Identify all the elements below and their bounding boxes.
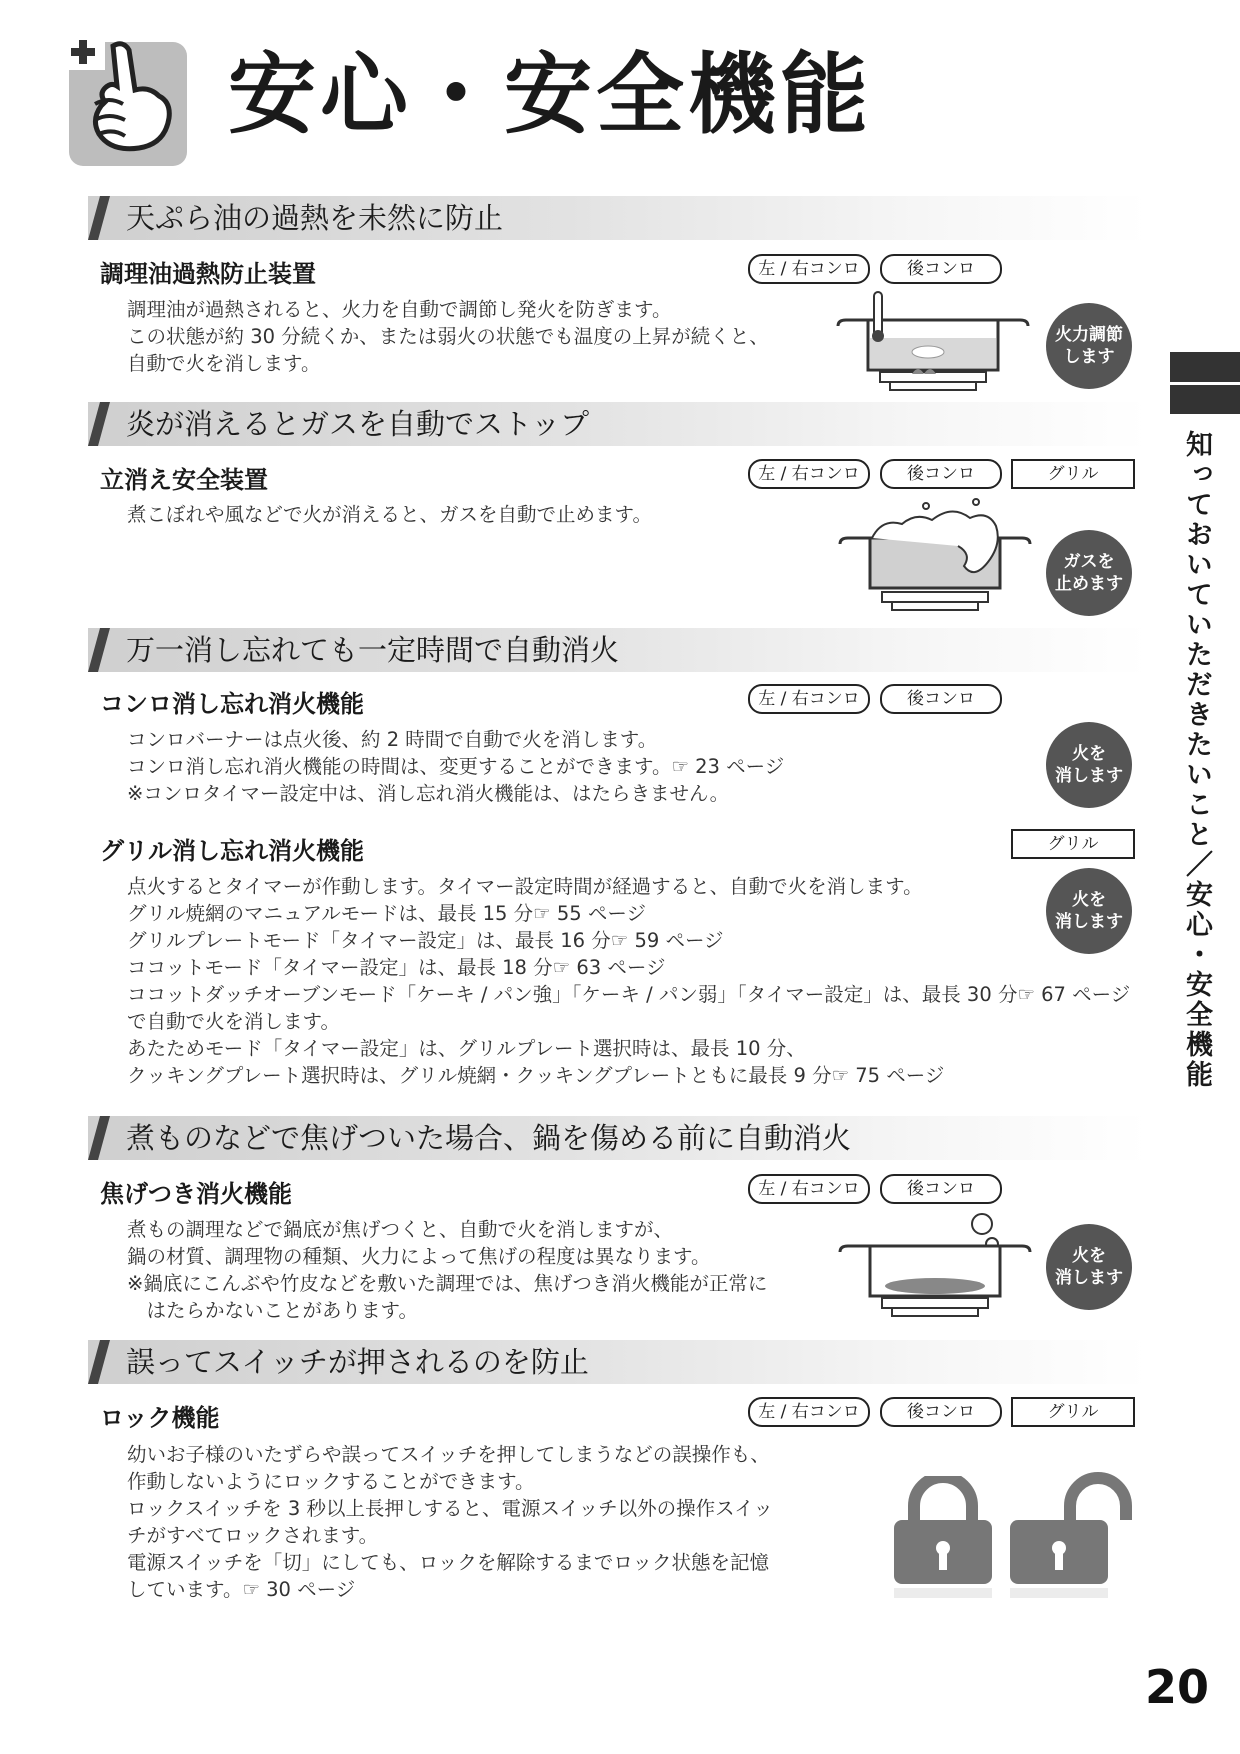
body-line: チがすべてロックされます。 <box>127 1524 379 1547</box>
status-badge: 火を 消します <box>1046 868 1132 954</box>
body-line: グリル焼網のマニュアルモードは、最長 15 分☞ 55 ページ <box>127 902 646 925</box>
section-heading: 煮ものなどで焦げついた場合、鍋を傷める前に自動消火 <box>126 1121 852 1155</box>
section-heading: 誤ってスイッチが押されるのを防止 <box>126 1345 589 1379</box>
section-banner <box>88 196 1148 240</box>
section-banner <box>88 1340 1148 1384</box>
body-line: ココットモード「タイマー設定」は、最長 18 分☞ 63 ページ <box>127 956 666 979</box>
body-line: ロックスイッチを 3 秒以上長押しすると、電源スイッチ以外の操作スイッ <box>127 1497 773 1520</box>
label-grill: グリル <box>1011 459 1135 489</box>
body-line: で自動で火を消します。 <box>127 1010 340 1033</box>
slash-icon <box>88 1116 110 1160</box>
label-rear-burner: 後コンロ <box>880 1174 1002 1204</box>
label-left-right-burner: 左 / 右コンロ <box>748 1397 870 1427</box>
label-rear-burner: 後コンロ <box>880 1397 1002 1427</box>
slash-icon <box>88 1340 110 1384</box>
body-line: クッキングプレート選択時は、グリル焼網・クッキングプレートともに最長 9 分☞ 75 ページ <box>127 1064 945 1087</box>
section-heading: 天ぷら油の過熱を未然に防止 <box>126 201 504 235</box>
body-line: しています。☞ 30 ページ <box>127 1578 356 1601</box>
section-banner <box>88 402 1148 446</box>
oil-pot-thermometer-illustration <box>828 290 1038 398</box>
slash-icon <box>88 402 110 446</box>
side-tab-text: 知っておいていただきたいこと／安心・安全機能 <box>1181 430 1212 1090</box>
section-banner <box>88 628 1148 672</box>
body-line: 鍋の材質、調理物の種類、火力によって焦げの程度は異なります。 <box>127 1245 711 1268</box>
status-badge: 火を 消します <box>1046 722 1132 808</box>
body-line: 点火するとタイマーが作動します。タイマー設定時間が経過すると、自動で火を消します。 <box>127 875 923 898</box>
status-badge: 火を 消します <box>1046 1224 1132 1310</box>
body-line: ココットダッチオーブンモード「ケーキ / パン強」「ケーキ / パン弱」「タイマー設定」は、最長 30 分☞ 67 ページ <box>127 983 1131 1006</box>
label-grill: グリル <box>1011 1397 1135 1427</box>
status-badge: 火力調節 します <box>1046 303 1132 389</box>
label-rear-burner: 後コンロ <box>880 684 1002 714</box>
section-heading: 炎が消えるとガスを自動でストップ <box>126 407 590 441</box>
section-body <box>127 1441 773 1603</box>
status-badge: ガスを 止めます <box>1046 530 1132 616</box>
body-line: コンロバーナーは点火後、約 2 時間で自動で火を消します。 <box>127 728 658 751</box>
body-line: ※鍋底にこんぶや竹皮などを敷いた調理では、焦げつき消火機能が正常に <box>127 1272 768 1295</box>
page-number: 20 <box>1145 1660 1210 1714</box>
section-body <box>127 501 652 528</box>
lock-closed-icon <box>890 1476 996 1600</box>
slash-icon <box>88 628 110 672</box>
lock-open-icon <box>1006 1466 1136 1600</box>
body-line: 幼いお子様のいたずらや誤ってスイッチを押してしまうなどの誤操作も、 <box>127 1443 770 1466</box>
body-line: はたらかないことがあります。 <box>127 1299 418 1322</box>
body-line: この状態が約 30 分続くか、または弱火の状態でも温度の上昇が続くと、 <box>127 325 769 348</box>
body-line: 煮こぼれや風などで火が消えると、ガスを自動で止めます。 <box>127 503 652 526</box>
label-left-right-burner: 左 / 右コンロ <box>748 1174 870 1204</box>
page-title: 安心・安全機能 <box>228 43 873 146</box>
body-line: あたためモード「タイマー設定」は、グリルプレート選択時は、最長 10 分、 <box>127 1037 806 1060</box>
section-subtitle: ロック機能 <box>100 1404 220 1432</box>
label-left-right-burner: 左 / 右コンロ <box>748 459 870 489</box>
slash-icon <box>88 196 110 240</box>
body-line: グリルプレートモード「タイマー設定」は、最長 16 分☞ 59 ページ <box>127 929 724 952</box>
section-subtitle: コンロ消し忘れ消火機能 <box>100 690 364 718</box>
section-banner <box>88 1116 1148 1160</box>
body-line: 作動しないようにロックすることができます。 <box>127 1470 535 1493</box>
section-subtitle: グリル消し忘れ消火機能 <box>100 837 364 865</box>
boilover-pot-illustration <box>830 494 1040 618</box>
section-body <box>127 296 769 377</box>
section-subtitle: 調理油過熱防止装置 <box>100 260 316 288</box>
section-heading: 万一消し忘れても一定時間で自動消火 <box>126 633 620 667</box>
scorched-pot-illustration <box>830 1210 1040 1320</box>
body-line: 煮もの調理などで鍋底が焦げつくと、自動で火を消しますが、 <box>127 1218 674 1241</box>
section-subtitle: 焦げつき消火機能 <box>100 1180 292 1208</box>
section-body <box>127 726 784 807</box>
section-body <box>127 873 1130 1089</box>
body-line: ※コンロタイマー設定中は、消し忘れ消火機能は、はたらきません。 <box>127 782 730 805</box>
label-rear-burner: 後コンロ <box>880 459 1002 489</box>
body-line: 自動で火を消します。 <box>127 352 321 375</box>
body-line: 電源スイッチを「切」にしても、ロックを解除するまでロック状態を記憶 <box>127 1551 769 1574</box>
side-tab-divider <box>1170 382 1240 385</box>
label-rear-burner: 後コンロ <box>880 254 1002 284</box>
body-line: 調理油が過熱されると、火力を自動で調節し発火を防ぎます。 <box>127 298 672 321</box>
label-left-right-burner: 左 / 右コンロ <box>748 254 870 284</box>
section-subtitle: 立消え安全装置 <box>100 466 268 494</box>
body-line: コンロ消し忘れ消火機能の時間は、変更することができます。☞ 23 ページ <box>127 755 785 778</box>
label-left-right-burner: 左 / 右コンロ <box>748 684 870 714</box>
label-grill: グリル <box>1011 829 1135 859</box>
section-body <box>127 1216 767 1324</box>
hand-pointing-icon <box>65 34 193 168</box>
